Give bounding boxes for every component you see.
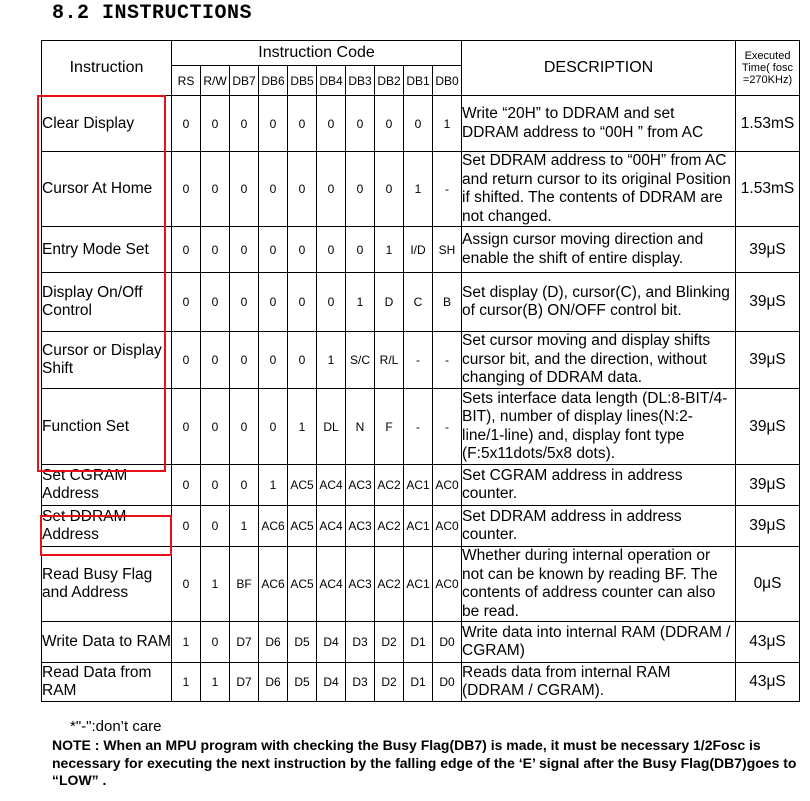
bit-cell: DL [317,389,346,465]
bit-cell: AC0 [433,506,462,547]
bit-cell: 0 [288,332,317,389]
bit-cell: AC0 [433,465,462,506]
bit-cell: AC6 [259,506,288,547]
header-bit: DB4 [317,66,346,96]
instruction-name: Function Set [42,389,172,465]
executed-time-cell: 39μS [736,506,800,547]
table-row [42,547,800,622]
bit-cell: 0 [172,273,201,332]
description-cell: Set cursor moving and display shifts cursor bit, and the direction, without changing of DDRAM data. [462,332,736,389]
bit-cell: - [433,389,462,465]
bit-cell: D0 [433,622,462,663]
header-executed-time: Executed Time( fosc =270KHz) [736,41,800,96]
bit-cell: D3 [346,622,375,663]
bit-cell: D3 [346,663,375,702]
bit-cell: C [404,273,433,332]
executed-time-cell: 43μS [736,663,800,702]
bit-cell: 0 [201,465,230,506]
description-cell: Set DDRAM address in address counter. [462,506,736,547]
bit-cell: 0 [259,227,288,273]
instruction-name: Cursor or Display Shift [42,332,172,389]
description-cell: Sets interface data length (DL:8-BIT/4-BIT), number of display lines(N:2-line/1-line) and, display font type (F:5x11dots/5x8 dots). [462,389,736,465]
bit-cell: 1 [172,622,201,663]
bit-cell: 0 [259,152,288,227]
bit-cell: 0 [288,152,317,227]
bit-cell: AC4 [317,465,346,506]
bit-cell: - [433,332,462,389]
bit-cell: 0 [288,96,317,152]
header-description: DESCRIPTION [462,41,736,96]
header-bit: DB3 [346,66,375,96]
bit-cell: - [404,389,433,465]
instruction-name: Set DDRAM Address [42,506,172,547]
bit-cell: D2 [375,622,404,663]
bit-cell: 0 [259,273,288,332]
header-bit: R/W [201,66,230,96]
bit-cell: SH [433,227,462,273]
bit-cell: 0 [288,227,317,273]
bit-cell: AC6 [259,547,288,622]
bit-cell: D7 [230,622,259,663]
bit-cell: 0 [172,506,201,547]
instruction-name: Display On/Off Control [42,273,172,332]
bit-cell: D1 [404,663,433,702]
bit-cell: D5 [288,622,317,663]
header-instruction-code: Instruction Code [172,41,462,66]
instruction-name: Clear Display [42,96,172,152]
bit-cell: AC3 [346,465,375,506]
header-bit: DB2 [375,66,404,96]
bit-cell: I/D [404,227,433,273]
dont-care-legend: *"-":don’t care [70,718,162,735]
bit-cell: 0 [230,465,259,506]
bit-cell: 0 [172,152,201,227]
bit-cell: 1 [201,663,230,702]
bit-cell: 0 [230,96,259,152]
bit-cell: 0 [201,227,230,273]
bit-cell: 0 [230,227,259,273]
header-bit: DB6 [259,66,288,96]
bit-cell: AC2 [375,465,404,506]
bit-cell: AC2 [375,506,404,547]
bit-cell: D4 [317,663,346,702]
bit-cell: 0 [346,152,375,227]
bit-cell: 0 [172,547,201,622]
bit-cell: 0 [317,227,346,273]
bit-cell: 0 [201,273,230,332]
executed-time-cell: 43μS [736,622,800,663]
bit-cell: AC4 [317,547,346,622]
description-cell: Whether during internal operation or not can be known by reading BF. The contents of address counter can also be read. [462,547,736,622]
instruction-name: Set CGRAM Address [42,465,172,506]
bit-cell: AC5 [288,547,317,622]
description-cell: Set display (D), cursor(C), and Blinking of cursor(B) ON/OFF control bit. [462,273,736,332]
bit-cell: N [346,389,375,465]
bit-cell: F [375,389,404,465]
description-cell: Set CGRAM address in address counter. [462,465,736,506]
bit-cell: - [404,332,433,389]
bit-cell: S/C [346,332,375,389]
bit-cell: 0 [259,332,288,389]
instruction-name: Cursor At Home [42,152,172,227]
bit-cell: 0 [259,389,288,465]
instruction-name: Read Data from RAM [42,663,172,702]
bit-cell: D6 [259,663,288,702]
bit-cell: D4 [317,622,346,663]
bit-cell: 0 [375,152,404,227]
bit-cell: AC1 [404,547,433,622]
header-instruction: Instruction [42,41,172,96]
header-bit: DB7 [230,66,259,96]
header-bit: DB1 [404,66,433,96]
bit-cell: B [433,273,462,332]
bit-cell: 0 [201,389,230,465]
description-cell: Write data into internal RAM (DDRAM / CGRAM) [462,622,736,663]
bit-cell: 0 [172,389,201,465]
bit-cell: AC2 [375,547,404,622]
description-cell: Set DDRAM address to “00H” from AC and return cursor to its original Position if shifted. The contents of DDRAM are not changed. [462,152,736,227]
bit-cell: 1 [288,389,317,465]
executed-time-cell: 1.53mS [736,152,800,227]
bit-cell: 1 [404,152,433,227]
bit-cell: AC4 [317,506,346,547]
bit-cell: D5 [288,663,317,702]
bit-cell: 0 [230,152,259,227]
bit-cell: 0 [230,389,259,465]
bit-cell: 0 [201,506,230,547]
description-cell: Write “20H” to DDRAM and set DDRAM address to “00H ” from AC [462,96,736,152]
executed-time-cell: 39μS [736,332,800,389]
bit-cell: AC3 [346,547,375,622]
bit-cell: 0 [201,96,230,152]
table-row [42,663,800,702]
bit-cell: 0 [346,227,375,273]
bit-cell: - [433,152,462,227]
note-text: NOTE : When an MPU program with checking the Busy Flag(DB7) is made, it must be necessary 1/2Fosc is necessary for executing the next instruction by the falling edge of the ‘E’ signal after the Busy Flag(DB7)goes to “LOW” . [52,737,797,788]
bit-cell: 0 [201,332,230,389]
bit-cell: AC5 [288,506,317,547]
bit-cell: R/L [375,332,404,389]
header-bit: DB5 [288,66,317,96]
bit-cell: 0 [172,332,201,389]
executed-time-cell: 39μS [736,465,800,506]
bit-cell: AC1 [404,506,433,547]
bit-cell: 1 [375,227,404,273]
instruction-name: Read Busy Flag and Address [42,547,172,622]
highlight-box-basic-commands [37,95,166,472]
bit-cell: 0 [375,96,404,152]
header-bit: DB0 [433,66,462,96]
executed-time-cell: 1.53mS [736,96,800,152]
bit-cell: D6 [259,622,288,663]
bit-cell: 0 [201,152,230,227]
bit-cell: 1 [201,547,230,622]
bit-cell: 1 [172,663,201,702]
description-cell: Assign cursor moving direction and enable the shift of entire display. [462,227,736,273]
executed-time-cell: 39μS [736,273,800,332]
header-bit: RS [172,66,201,96]
bit-cell: 1 [259,465,288,506]
bit-cell: 0 [172,96,201,152]
table-row [42,622,800,663]
bit-cell: AC5 [288,465,317,506]
bit-cell: 0 [346,96,375,152]
instruction-name: Entry Mode Set [42,227,172,273]
bit-cell: 1 [230,506,259,547]
executed-time-cell: 39μS [736,227,800,273]
executed-time-cell: 0μS [736,547,800,622]
bit-cell: D0 [433,663,462,702]
bit-cell: 0 [317,273,346,332]
instruction-name: Write Data to RAM [42,622,172,663]
bit-cell: 1 [346,273,375,332]
bit-cell: 0 [288,273,317,332]
bit-cell: D1 [404,622,433,663]
bit-cell: 0 [230,273,259,332]
bit-cell: D7 [230,663,259,702]
section-title: 8.2 INSTRUCTIONS [52,2,253,25]
bit-cell: 0 [201,622,230,663]
bit-cell: 0 [230,332,259,389]
bit-cell: 0 [404,96,433,152]
bit-cell: D [375,273,404,332]
executed-time-cell: 39μS [736,389,800,465]
bit-cell: AC1 [404,465,433,506]
bit-cell: 1 [317,332,346,389]
bit-cell: 0 [259,96,288,152]
bit-cell: BF [230,547,259,622]
bit-cell: 0 [172,227,201,273]
description-cell: Reads data from internal RAM (DDRAM / CGRAM). [462,663,736,702]
bit-cell: 0 [317,96,346,152]
bit-cell: 1 [433,96,462,152]
bit-cell: 0 [172,465,201,506]
bit-cell: 0 [317,152,346,227]
highlight-box-set-ddram [40,515,172,556]
bit-cell: AC3 [346,506,375,547]
bit-cell: D2 [375,663,404,702]
bit-cell: AC0 [433,547,462,622]
